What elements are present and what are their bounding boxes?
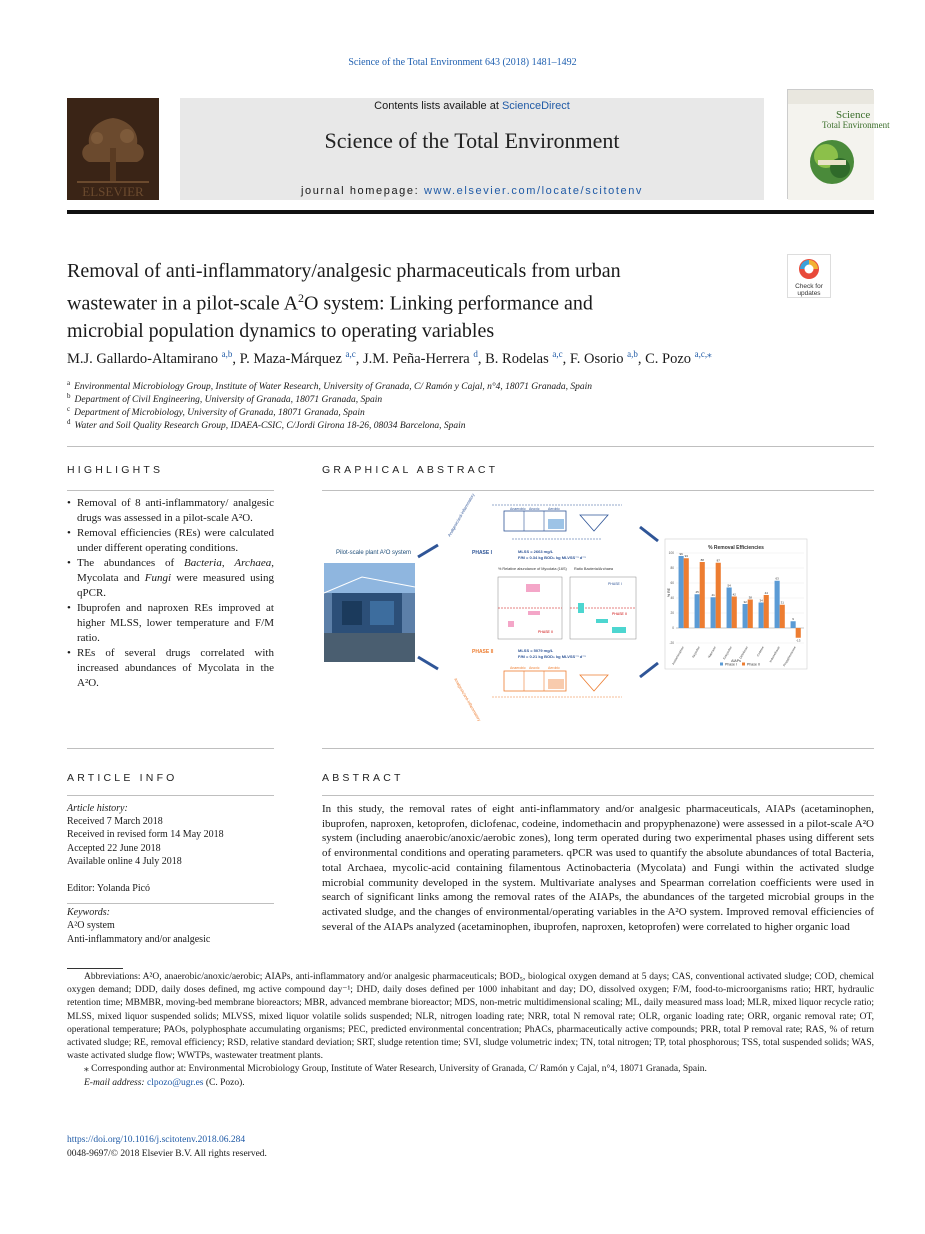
footnotes <box>67 971 874 1090</box>
journal-title: Science of the Total Environment <box>324 128 620 153</box>
graphical-abstract-heading: GRAPHICAL ABSTRACT <box>322 464 499 476</box>
chart-y-tick: -20 <box>669 641 674 646</box>
corresponding-author-footnote: ⁎ Corresponding author at: Environmental Microbiology Group, Institute of Water Research, University of Granada, C/ Ramón y Cajal, n°4, 18071 Granada, Spain. <box>84 1064 707 1075</box>
abstract-heading: ABSTRACT <box>322 772 404 784</box>
article-info <box>67 802 274 946</box>
keyword: Anti-inflammatory and/or analgesic <box>67 933 211 945</box>
chart-y-tick: 80 <box>670 566 674 571</box>
chart-data-label: 87 <box>716 558 720 563</box>
author[interactable]: P. Maza-Márquez $^{a,c}$ <box>239 349 356 367</box>
chart-data-label: 88 <box>700 557 704 562</box>
bottom-meta <box>67 1134 467 1161</box>
divider <box>67 748 274 749</box>
phase2-label: PHASE II <box>472 649 494 655</box>
cover-title-1: Science <box>836 109 871 121</box>
sciencedirect-link[interactable]: ScienceDirect <box>501 100 570 112</box>
divider <box>67 446 874 447</box>
publisher-wordmark: ELSEVIER <box>82 184 144 199</box>
phase2-mlss: MLSS = 5079 mg/L <box>518 648 554 653</box>
chart-x-tick: Indomethacin <box>768 645 781 664</box>
chart-data-label: 32 <box>743 599 747 604</box>
divider <box>322 490 874 491</box>
chart-y-tick: 40 <box>670 596 674 601</box>
title-line-2-sup: 2 <box>298 291 305 305</box>
journal-homepage <box>180 185 764 197</box>
a2o-schematic-top <box>447 492 622 539</box>
author[interactable]: M.J. Gallardo-Altamirano $^{a,b}$ <box>67 349 233 367</box>
side-label-bottom: Analgesic/anti-inflammatory <box>453 677 483 723</box>
author[interactable]: C. Pozo $^{a,c,⁎}$ <box>645 349 712 367</box>
author[interactable]: F. Osorio $^{a,b}$ <box>569 349 638 367</box>
journal-cover-thumbnail[interactable] <box>787 89 890 199</box>
highlights-heading: HIGHLIGHTS <box>67 464 164 476</box>
chart-bar <box>700 562 705 628</box>
zone-anoxic-bottom: Anoxic <box>529 666 540 670</box>
divider <box>322 795 874 796</box>
history-item: Received 7 March 2018 <box>67 816 163 828</box>
chart-data-label: 93 <box>684 554 688 559</box>
chart-y-tick: 20 <box>670 611 674 616</box>
chart-data-label: 38 <box>748 595 752 600</box>
highlight-item: • Ibuprofen and naproxen REs improved at higher MLSS, lower temperature and F/M ratio. <box>67 601 274 646</box>
chart-x-axis-label: AIAPs <box>731 659 741 663</box>
highlight-item: • The abundances of Bacteria, Archaea, Mycolata and Fungi were measured using qPCR. <box>67 556 274 601</box>
affiliation: $^c$ Department of Microbiology, University of Granada, 18071 Granada, Spain <box>67 405 365 419</box>
title-line-1: Removal of anti-inflammatory/analgesic pharmaceuticals from urban <box>67 260 621 282</box>
chart-title: % Removal Efficiencies <box>708 545 764 551</box>
phase1-label: PHASE I <box>472 550 493 556</box>
chart-data-label: 54 <box>727 583 731 588</box>
footnote-rule <box>67 968 123 969</box>
check-updates-line2: updates <box>797 290 821 297</box>
chart-bar <box>780 605 785 628</box>
homepage-link[interactable]: www.elsevier.com/locate/scitotenv <box>423 185 644 197</box>
editor: Editor: Yolanda Picó <box>67 883 151 895</box>
divider <box>67 903 274 904</box>
copyright: 0048-9697/© 2018 Elsevier B.V. All rights reserved. <box>67 1148 267 1159</box>
box2-phase1-label: PHASE I <box>608 582 622 586</box>
article-info-heading: ARTICLE INFO <box>67 772 178 784</box>
chart-bar <box>711 597 716 628</box>
chart-y-tick: 0 <box>672 626 674 631</box>
zone-anoxic-top: Anoxic <box>529 507 540 511</box>
chart-bar <box>732 597 737 629</box>
chart-bar <box>716 563 721 628</box>
chart-bar <box>796 628 801 638</box>
title-line-2-b: O system: Linking performance and <box>304 292 593 315</box>
chart-data-label: 45 <box>695 590 699 595</box>
chart-bar <box>764 595 769 628</box>
header-rule <box>67 210 874 214</box>
chart-data-label: 41 <box>711 593 715 598</box>
email-label: E-mail address: <box>84 1077 147 1088</box>
crossmark-icon <box>796 257 822 281</box>
a2o-schematic-bottom <box>453 666 622 722</box>
chart-bar <box>759 603 764 629</box>
author-list: M.J. Gallardo-Altamirano $^{a,b}$, P. Maza-Márquez $^{a,c}$, J.M. Peña-Herrera $^d$, B. Rodelas $^{a,c}$, F. Osorio $^{a,b}$, C. Pozo $^{a,c,⁎}$ <box>67 349 712 367</box>
highlight-item: • Removal efficiencies (REs) were calculated under different operating conditions. <box>67 526 274 556</box>
chart-data-label: 34 <box>759 598 763 603</box>
email-link[interactable]: clpozo@ugr.es <box>146 1077 204 1088</box>
elsevier-logo <box>67 98 159 200</box>
title-line-2 <box>67 285 767 318</box>
title-line-2-a: wastewater in a pilot-scale A <box>67 292 299 315</box>
chart-x-tick: Diclofenac <box>738 645 749 660</box>
chart-bar <box>695 594 700 628</box>
box1-title: % Relative abundance of Mycolata (16S) <box>498 567 567 571</box>
zone-anaerobic-top: Anaerobic <box>510 507 526 511</box>
legend-swatch-phase1 <box>720 663 723 666</box>
email-footnote <box>67 1077 874 1090</box>
ratio-boxplot <box>570 567 636 639</box>
chart-y-tick: 100 <box>668 551 674 556</box>
phase1-fm: F/M = 0.34 kg BOD₅ kg MLVSS⁻¹ d⁻¹ <box>518 555 586 560</box>
homepage-prefix: journal homepage: <box>300 185 424 197</box>
abbreviations-footnote: Abbreviations: A²O, anaerobic/anoxic/aerobic; AIAPs, anti-inflammatory and/or analgesic pharmaceuticals; BOD₅, biological oxygen demand at 5 days; CAS, conventional activated sludge; COD, chemical oxygen demand; DDD, daily doses defined, mg active compound day⁻¹; DHD, daily doses defined per 1000 inhabitant and day; DO, dissolved oxygen; F/M, food-to-microorganisms ratio; HRT, hydraulic retention time; MBMBR, moving-bed membrane bioreactors; MBR, advanced membrane bioreactor; MDS, non-metric multidimensional scaling; ML, daily measured mass load; MLR, mixed liquor recycle ratio; MLSS, mixed liquor suspended solids; MLVSS, mixed liquor volatile solids suspended; NLR, nitrogen loading rate; NRR, total N removal rate; OLR, organic loading rate; ORR, organic removal rate; OT, operational temperature; PAOs, polyphosphate accumulating organisms; PEC, predicted environmental concentration; PhACs, pharmaceutically active compounds; PRR, total P removal rate; RAS, % of return activated sludge; RE, removal efficiency; RSD, relative standard deviation; SRT, sludge retention time; SVI, sludge volumetric index; TN, total nitrogen; TP, total phosphorous; TSS, total suspended solids; WAS, waste activated sludge flow; WWTPs, wastewater treatment plants. <box>67 972 874 1062</box>
chart-bar <box>684 558 689 628</box>
history-label: Article history: <box>67 803 128 814</box>
divider <box>67 490 274 491</box>
chart-data-label: 44 <box>764 590 768 595</box>
legend-phase2: Phase II <box>747 662 760 667</box>
chart-bar <box>743 604 748 628</box>
chart-bar <box>727 588 732 629</box>
check-for-updates-button[interactable] <box>787 254 831 298</box>
chart-data-label: -13 <box>796 638 801 643</box>
doi-link[interactable]: https://doi.org/10.1016/j.scitotenv.2018.06.284 <box>67 1135 246 1145</box>
legend-phase1: Phase I <box>725 662 737 667</box>
chart-data-label: 96 <box>679 551 683 556</box>
chart-data-label: 9 <box>792 617 794 622</box>
box1-phase2-label: PHASE II <box>538 630 553 634</box>
zone-anaerobic-bottom: Anaerobic <box>510 666 526 670</box>
flow-arrow <box>418 545 438 557</box>
flow-arrow <box>418 657 438 669</box>
chart-x-tick: Ketoprofen <box>722 645 733 661</box>
side-label-top: Analgesic/anti-inflammatory <box>446 492 476 538</box>
chart-x-tick: Acetaminophen <box>670 645 685 666</box>
chart-data-label: 42 <box>732 592 736 597</box>
affiliation: $^d$ Water and Soil Quality Research Group, IDAEA-CSIC, C/Jordi Girona 18-26, 08034 Barcelona, Spain <box>67 418 466 432</box>
history-item: Accepted 22 June 2018 <box>67 842 161 854</box>
chart-bar <box>748 600 753 629</box>
contents-prefix: Contents lists available at <box>374 100 502 112</box>
article-title <box>67 258 767 345</box>
chart-bar <box>791 621 796 628</box>
zone-aerobic-top: Aerobic <box>548 507 560 511</box>
affiliation: $^b$ Department of Civil Engineering, University of Granada, 18071 Granada, Spain <box>67 392 383 406</box>
affiliation: $^a$ Environmental Microbiology Group, Institute of Water Research, University of Granada, C/ Ramón y Cajal, n°4, 18071 Granada, Spain <box>67 379 593 393</box>
highlight-item: • REs of several drugs correlated with increased abundances of Mycolata in the A²O. <box>67 646 274 691</box>
chart-x-tick: Ibuprofen <box>691 645 701 659</box>
history-item: Received in revised form 14 May 2018 <box>67 829 224 841</box>
chart-bar <box>775 581 780 628</box>
zone-aerobic-bottom: Aerobic <box>548 666 560 670</box>
divider <box>322 748 874 749</box>
box2-phase2-label: PHASE II <box>612 612 627 616</box>
keywords-label: Keywords: <box>67 907 110 919</box>
author[interactable]: B. Rodelas $^{a,c}$ <box>485 349 563 367</box>
chart-x-tick: Propyphenazone <box>782 645 797 668</box>
chart-x-tick: Naproxen <box>706 645 717 659</box>
graphical-abstract-figure[interactable] <box>322 492 874 723</box>
keyword: A²O system <box>67 920 115 932</box>
chart-x-tick: Codeine <box>755 645 765 658</box>
box2-title: Ratio Bacteria/Archaea <box>574 567 614 571</box>
author[interactable]: J.M. Peña-Herrera $^d$ <box>363 349 478 367</box>
divider <box>67 795 274 796</box>
chart-y-axis-label: % RE <box>667 588 671 597</box>
abstract-text: In this study, the removal rates of eight anti-inflammatory and/or analgesic pharmaceuticals, AIAPs (acetaminophen, ibuprofen, naproxen, ketoprofen, diclofenac, codeine, indomethacin and propyphenazone) were assessed in a pilot-scale A²O system (including anaerobic/anoxic/aerobic zones), long term operated during two experimental phases using different sets of environmental conditions and operating parameters. qPCR was used to quantify the absolute abundances of total Bacteria, total Archaea, mycolic-acid containing filamentous Actinobacteria (Mycolata) and Fungi within the activated sludge microbial community developed in the system. Multivariate analyses and Spearman correlation coefficients were used in search of significant links among the removal rates of the AIAPs, the abundances of the targeted microbial groups in the activated sludge, and the changes of environmental/operating variables in the A²O system. Improved removal efficiencies of several of the AIAPs analyzed (acetaminophen, ibuprofen, naproxen, ketoprofen) were correlated to higher organic load <box>322 803 874 933</box>
chart-y-tick: 60 <box>670 581 674 586</box>
email-suffix: (C. Pozo). <box>203 1077 245 1088</box>
contents-line <box>180 100 764 112</box>
highlights-list <box>67 496 274 691</box>
cover-title-2: Total Environment <box>822 120 890 130</box>
chart-data-label: 31 <box>780 600 784 605</box>
phase1-mlss: MLSS = 2663 mg/L <box>518 549 554 554</box>
flow-arrow <box>640 663 658 677</box>
plant-label: Pilot-scale plant A²O system <box>336 550 412 556</box>
check-updates-line1: Check for <box>795 283 823 290</box>
mycolata-boxplot <box>498 567 568 639</box>
flow-arrow <box>640 527 658 541</box>
chart-data-label: 63 <box>775 576 779 581</box>
removal-efficiency-chart <box>665 539 807 669</box>
pilot-plant-photo <box>324 563 415 662</box>
journal-reference[interactable]: Science of the Total Environment 643 (2018) 1481–1492 <box>348 57 577 68</box>
highlight-item: • Removal of 8 anti-inflammatory/ analgesic drugs was assessed in a pilot-scale A²O. <box>67 496 274 526</box>
chart-bar <box>679 556 684 628</box>
history-item: Available online 4 July 2018 <box>67 855 182 867</box>
legend-swatch-phase2 <box>742 663 745 666</box>
phase2-fm: F/M = 0.21 kg BOD₅ kg MLVSS⁻¹ d⁻¹ <box>518 654 586 659</box>
title-line-3: microbial population dynamics to operating variables <box>67 319 495 342</box>
